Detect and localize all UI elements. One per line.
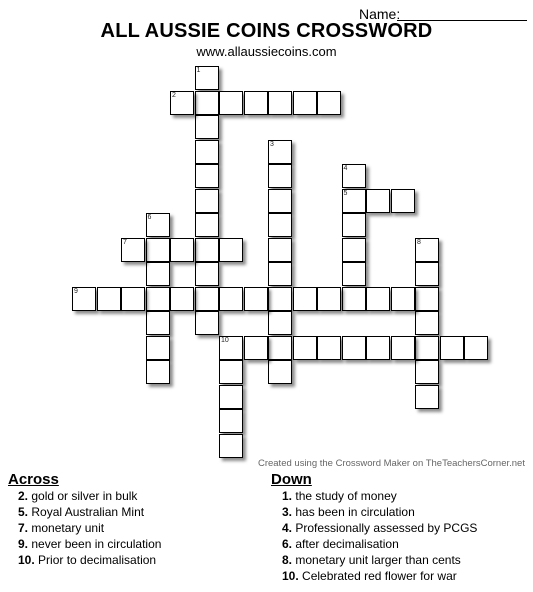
clue-down-1: 1. the study of money <box>282 489 397 503</box>
clue-across-9: 9. never been in circulation <box>18 537 162 551</box>
grid-cell[interactable] <box>317 336 341 360</box>
grid-cell[interactable] <box>219 287 243 311</box>
page-title: ALL AUSSIE COINS CROSSWORD <box>100 20 433 42</box>
clue-down-8: 8. monetary unit larger than cents <box>282 553 461 567</box>
across-heading: Across <box>8 471 59 488</box>
credit-text: Created using the Crossword Maker on TheTeachersCorner.net <box>257 458 525 469</box>
grid-cell[interactable] <box>195 311 219 335</box>
cell-number: 4 <box>343 165 348 172</box>
page-subtitle: www.allaussiecoins.com <box>196 44 337 59</box>
grid-cell[interactable] <box>170 287 194 311</box>
grid-cell[interactable] <box>268 287 292 311</box>
cell-number: 9 <box>74 287 78 295</box>
grid-cell[interactable] <box>415 287 439 311</box>
grid-cell[interactable] <box>195 140 219 164</box>
grid-cell[interactable] <box>146 311 170 335</box>
grid-cell[interactable] <box>170 91 194 115</box>
grid-cell[interactable] <box>268 262 292 286</box>
grid-cell[interactable] <box>415 238 439 262</box>
grid-cell[interactable] <box>342 336 366 360</box>
clue-down-10: 10. Celebrated red flower for war <box>282 569 457 583</box>
grid-cell[interactable] <box>219 336 243 360</box>
grid-cell[interactable] <box>391 336 415 360</box>
grid-cell[interactable] <box>342 262 366 286</box>
grid-cell[interactable] <box>195 213 219 237</box>
grid-cell[interactable] <box>219 91 243 115</box>
grid-cell[interactable] <box>366 189 390 213</box>
grid-cell[interactable] <box>268 140 292 164</box>
cell-number: 8 <box>417 238 421 246</box>
cell-number: 7 <box>123 238 127 246</box>
grid-cell[interactable] <box>268 189 292 213</box>
grid-cell[interactable] <box>219 385 243 409</box>
grid-cell[interactable] <box>146 262 170 286</box>
clue-down-6: 6. after decimalisation <box>282 537 399 551</box>
grid-cell[interactable] <box>146 360 170 384</box>
grid-cell[interactable] <box>391 189 415 213</box>
down-heading: Down <box>271 471 312 488</box>
grid-cell[interactable] <box>121 238 145 262</box>
cell-number: 10 <box>221 336 229 344</box>
grid-cell[interactable] <box>97 287 121 311</box>
grid-cell[interactable] <box>268 336 292 360</box>
grid-cell[interactable] <box>244 287 268 311</box>
grid-cell[interactable] <box>170 238 194 262</box>
grid-cell[interactable] <box>219 409 243 433</box>
grid-cell[interactable] <box>268 164 292 188</box>
clue-across-2: 2. gold or silver in bulk <box>18 489 138 503</box>
grid-cell[interactable] <box>219 238 243 262</box>
grid-cell[interactable] <box>366 336 390 360</box>
grid-cell[interactable] <box>146 336 170 360</box>
grid-cell[interactable] <box>195 91 219 115</box>
grid-cell[interactable] <box>293 336 317 360</box>
grid-cell[interactable] <box>415 360 439 384</box>
grid-cell[interactable] <box>72 287 96 311</box>
grid-cell[interactable] <box>317 91 341 115</box>
grid-cell[interactable] <box>146 287 170 311</box>
grid-cell[interactable] <box>268 360 292 384</box>
grid-cell[interactable] <box>415 262 439 286</box>
grid-cell[interactable] <box>415 336 439 360</box>
grid-cell[interactable] <box>195 262 219 286</box>
name-label: Name: <box>359 6 401 22</box>
down-clue-list <box>282 488 477 584</box>
cell-number: 5 <box>343 189 348 197</box>
grid-cell[interactable] <box>219 360 243 384</box>
grid-cell[interactable] <box>293 91 317 115</box>
grid-cell[interactable] <box>415 385 439 409</box>
cell-number: 6 <box>147 214 152 221</box>
grid-cell[interactable] <box>146 238 170 262</box>
grid-cell[interactable] <box>464 336 488 360</box>
grid-cell[interactable] <box>440 336 464 360</box>
grid-cell[interactable] <box>268 91 292 115</box>
grid-cell[interactable] <box>366 287 390 311</box>
grid-cell[interactable] <box>342 287 366 311</box>
clue-across-10: 10. Prior to decimalisation <box>18 553 157 567</box>
clue-across-5: 5. Royal Australian Mint <box>18 505 145 519</box>
grid-cell[interactable] <box>195 189 219 213</box>
grid-cell[interactable] <box>342 213 366 237</box>
grid-cell[interactable] <box>268 311 292 335</box>
clue-across-7: 7. monetary unit <box>18 521 105 535</box>
grid-cell[interactable] <box>268 213 292 237</box>
grid-cell[interactable] <box>342 189 366 213</box>
clue-down-3: 3. has been in circulation <box>282 505 415 519</box>
grid-cell[interactable] <box>244 91 268 115</box>
grid-cell[interactable] <box>219 434 243 458</box>
grid-cell[interactable] <box>195 238 219 262</box>
grid-cell[interactable] <box>146 213 170 237</box>
grid-cell[interactable] <box>317 287 341 311</box>
grid-cell[interactable] <box>342 164 366 188</box>
cell-number: 1 <box>196 67 201 74</box>
grid-cell[interactable] <box>195 66 219 90</box>
grid-cell[interactable] <box>415 311 439 335</box>
grid-cell[interactable] <box>244 336 268 360</box>
across-clue-list <box>18 488 161 568</box>
grid-cell[interactable] <box>342 238 366 262</box>
cell-number: 3 <box>270 140 274 148</box>
grid-cell[interactable] <box>195 287 219 311</box>
grid-cell[interactable] <box>268 238 292 262</box>
grid-cell[interactable] <box>195 115 219 139</box>
grid-cell[interactable] <box>121 287 145 311</box>
grid-cell[interactable] <box>293 287 317 311</box>
cell-number: 2 <box>172 91 176 99</box>
grid-cell[interactable] <box>195 164 219 188</box>
clue-down-4: 4. Professionally assessed by PCGS <box>282 521 478 535</box>
grid-cell[interactable] <box>391 287 415 311</box>
